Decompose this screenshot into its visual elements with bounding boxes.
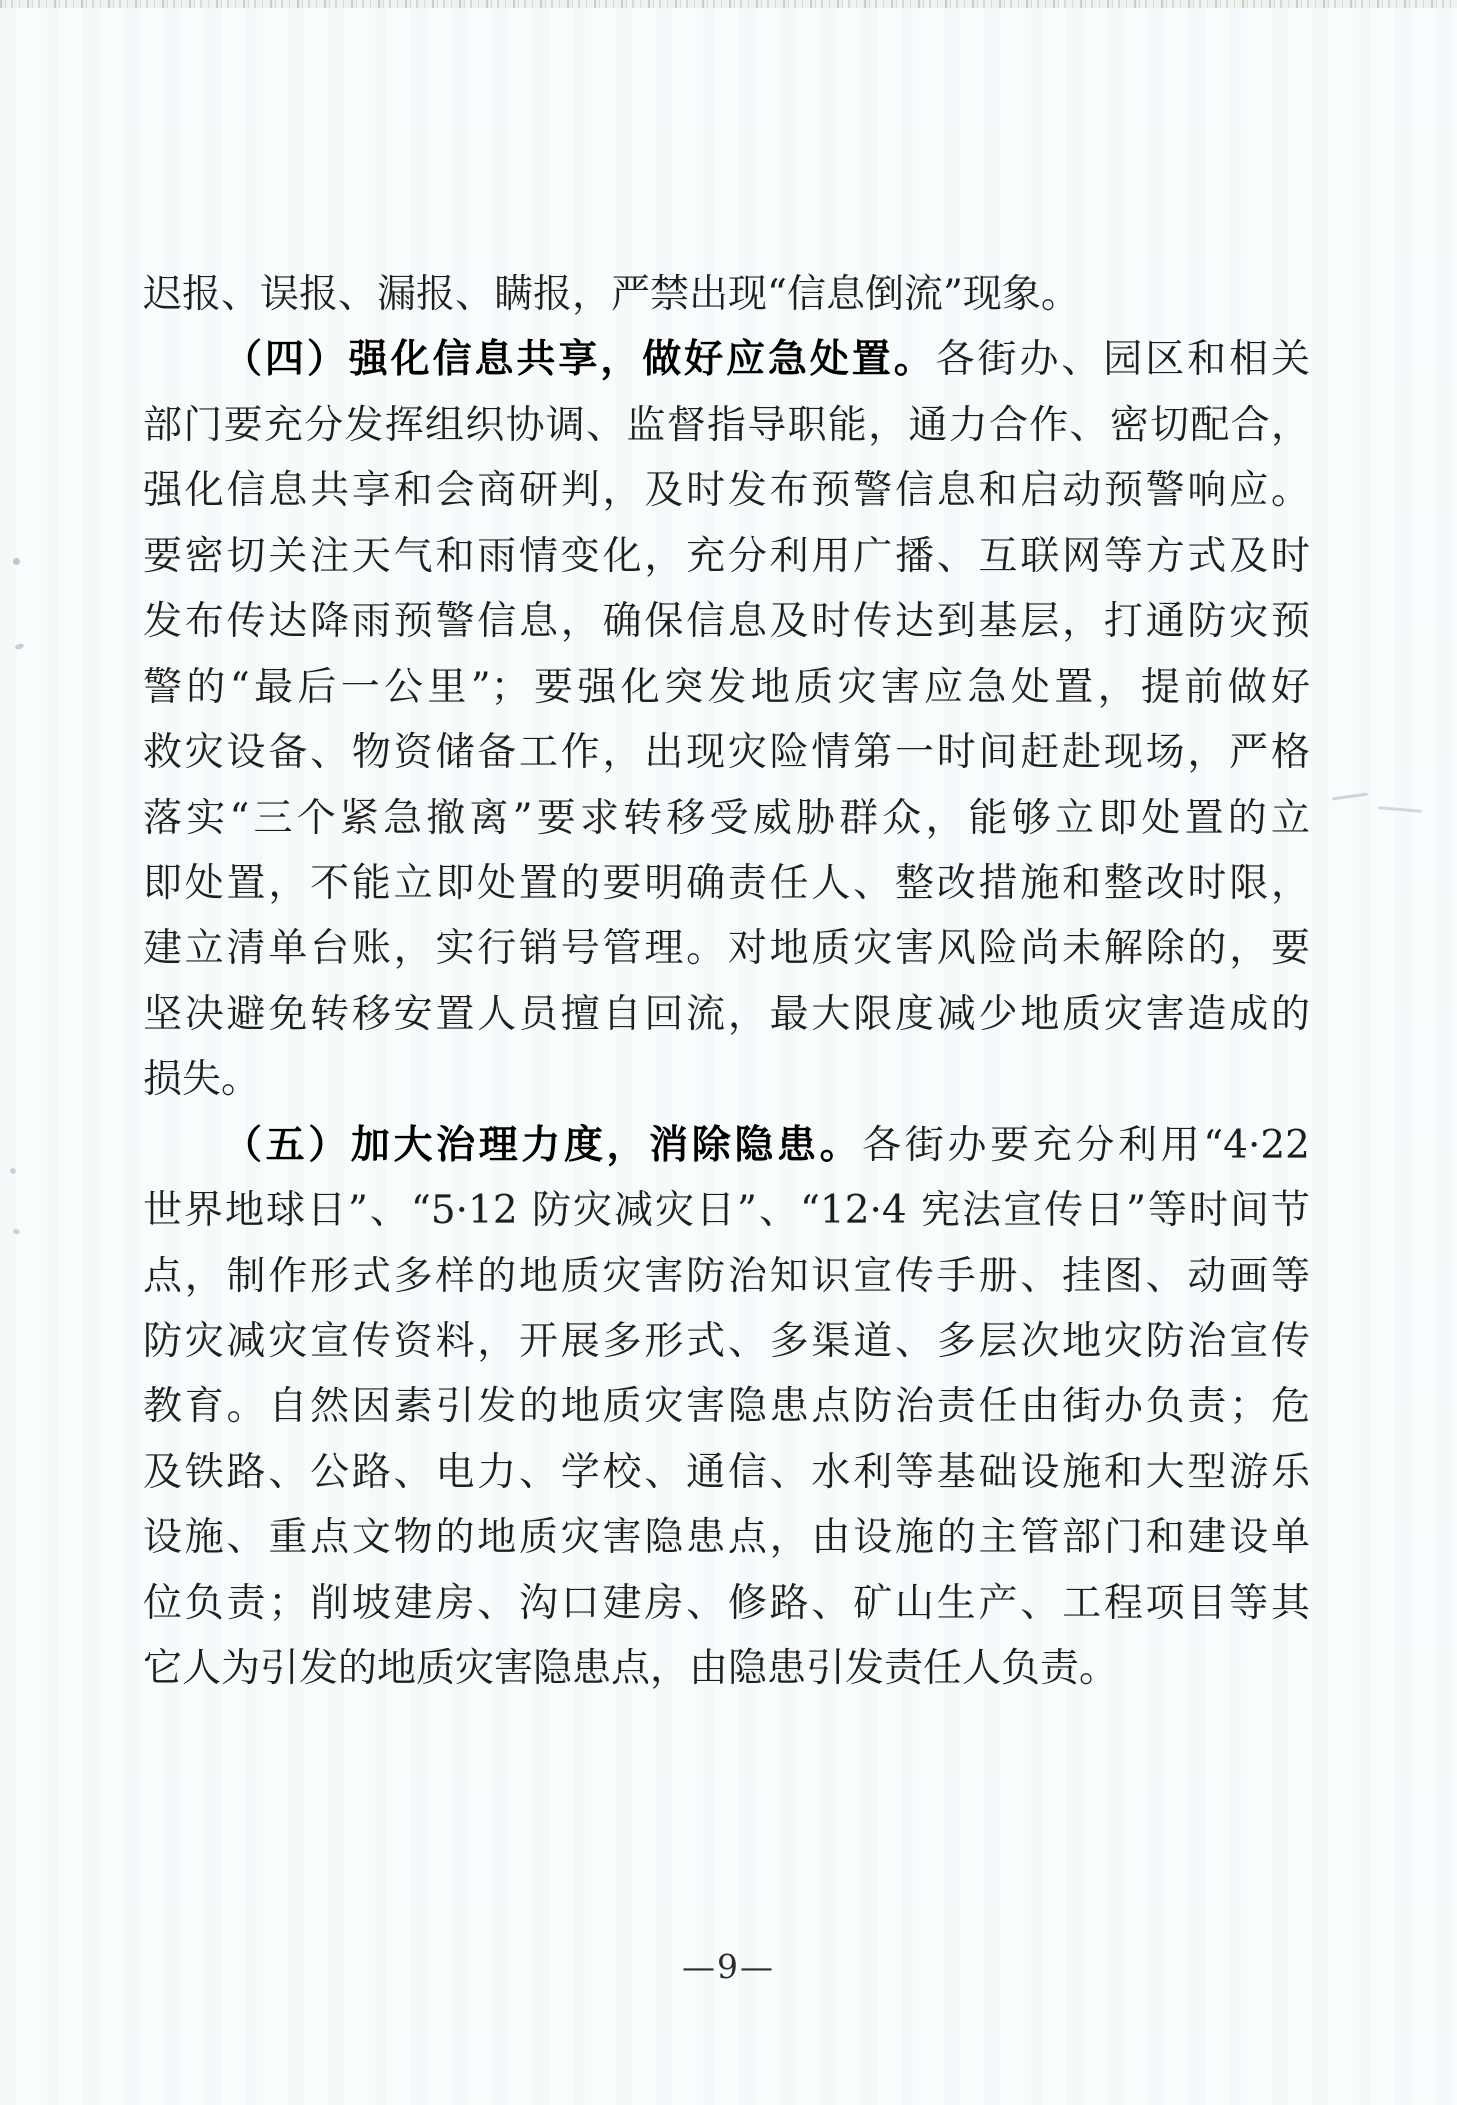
- section-heading-line: [143, 327, 1310, 392]
- text-line: 建立清单台账，实行销号管理。对地质灾害风险尚未解除的，要: [143, 926, 1310, 972]
- scan-artifact: [10, 1168, 16, 1174]
- scan-artifact: [14, 643, 24, 651]
- text-line: 即处置，不能立即处置的要明确责任人、整改措施和整改时限，: [143, 860, 1310, 906]
- text-line: 设施、重点文物的地质灾害隐患点，由设施的主管部门和建设单: [143, 1515, 1310, 1561]
- text-line: 位负责；削坡建房、沟口建房、修路、矿山生产、工程项目等其: [143, 1580, 1310, 1626]
- page-number: —9—: [682, 1947, 775, 1986]
- text-line: 教育。自然因素引发的地质灾害隐患点防治责任由街办负责；危: [143, 1384, 1310, 1430]
- text-line: 世界地球日”、“5·12 防灾减灾日”、“12·4 宪法宣传日”等时间节: [143, 1188, 1310, 1234]
- text-line: 部门要充分发挥组织协调、监督指导职能，通力合作、密切配合，: [143, 402, 1310, 448]
- text-line: 防灾减灾宣传资料，开展多形式、多渠道、多层次地灾防治宣传: [143, 1319, 1310, 1364]
- section-4-heading: （四）强化信息共享，做好应急处置。: [223, 336, 936, 383]
- scan-artifact: [12, 1228, 20, 1235]
- scan-artifact: [1332, 793, 1368, 801]
- section-4-heading-rest: 各街办、园区和相关: [935, 337, 1310, 383]
- text-line: 及铁路、公路、电力、学校、通信、水利等基础设施和大型游乐: [143, 1449, 1310, 1495]
- text-line: 坚决避免转移安置人员擅自回流，最大限度减少地质灾害造成的: [143, 991, 1310, 1037]
- text-line: 落实“三个紧急撤离”要求转移受威胁群众，能够立即处置的立: [143, 795, 1310, 841]
- text-line: 迟报、误报、漏报、瞒报，严禁出现“信息倒流”现象。: [143, 272, 1080, 317]
- section-heading-line: [143, 1113, 1310, 1178]
- scan-noise-strip: [0, 0, 1457, 8]
- scan-artifact: [13, 558, 20, 565]
- text-line: 要密切关注天气和雨情变化，充分利用广播、互联网等方式及时: [143, 533, 1310, 579]
- text-line: 发布传达降雨预警信息，确保信息及时传达到基层，打通防灾预: [143, 599, 1310, 645]
- section-5-heading-rest: 各街办要充分利用“4·22: [862, 1122, 1310, 1168]
- scan-artifact: [1378, 806, 1422, 813]
- text-line: 它人为引发的地质灾害隐患点，由隐患引发责任人负责。: [143, 1646, 1119, 1692]
- section-5-heading: （五）加大治理力度，消除隐患。: [223, 1121, 863, 1168]
- text-line: 点，制作形式多样的地质灾害防治知识宣传手册、挂图、动画等: [143, 1253, 1310, 1299]
- text-line: 强化信息共享和会商研判，及时发布预警信息和启动预警响应。: [143, 468, 1310, 514]
- document-body: [143, 262, 1310, 1702]
- text-line: 警的“最后一公里”；要强化突发地质灾害应急处置，提前做好: [143, 664, 1310, 710]
- text-line: 损失。: [143, 1057, 261, 1103]
- text-line: 救灾设备、物资储备工作，出现灾险情第一时间赶赴现场，严格: [143, 730, 1310, 776]
